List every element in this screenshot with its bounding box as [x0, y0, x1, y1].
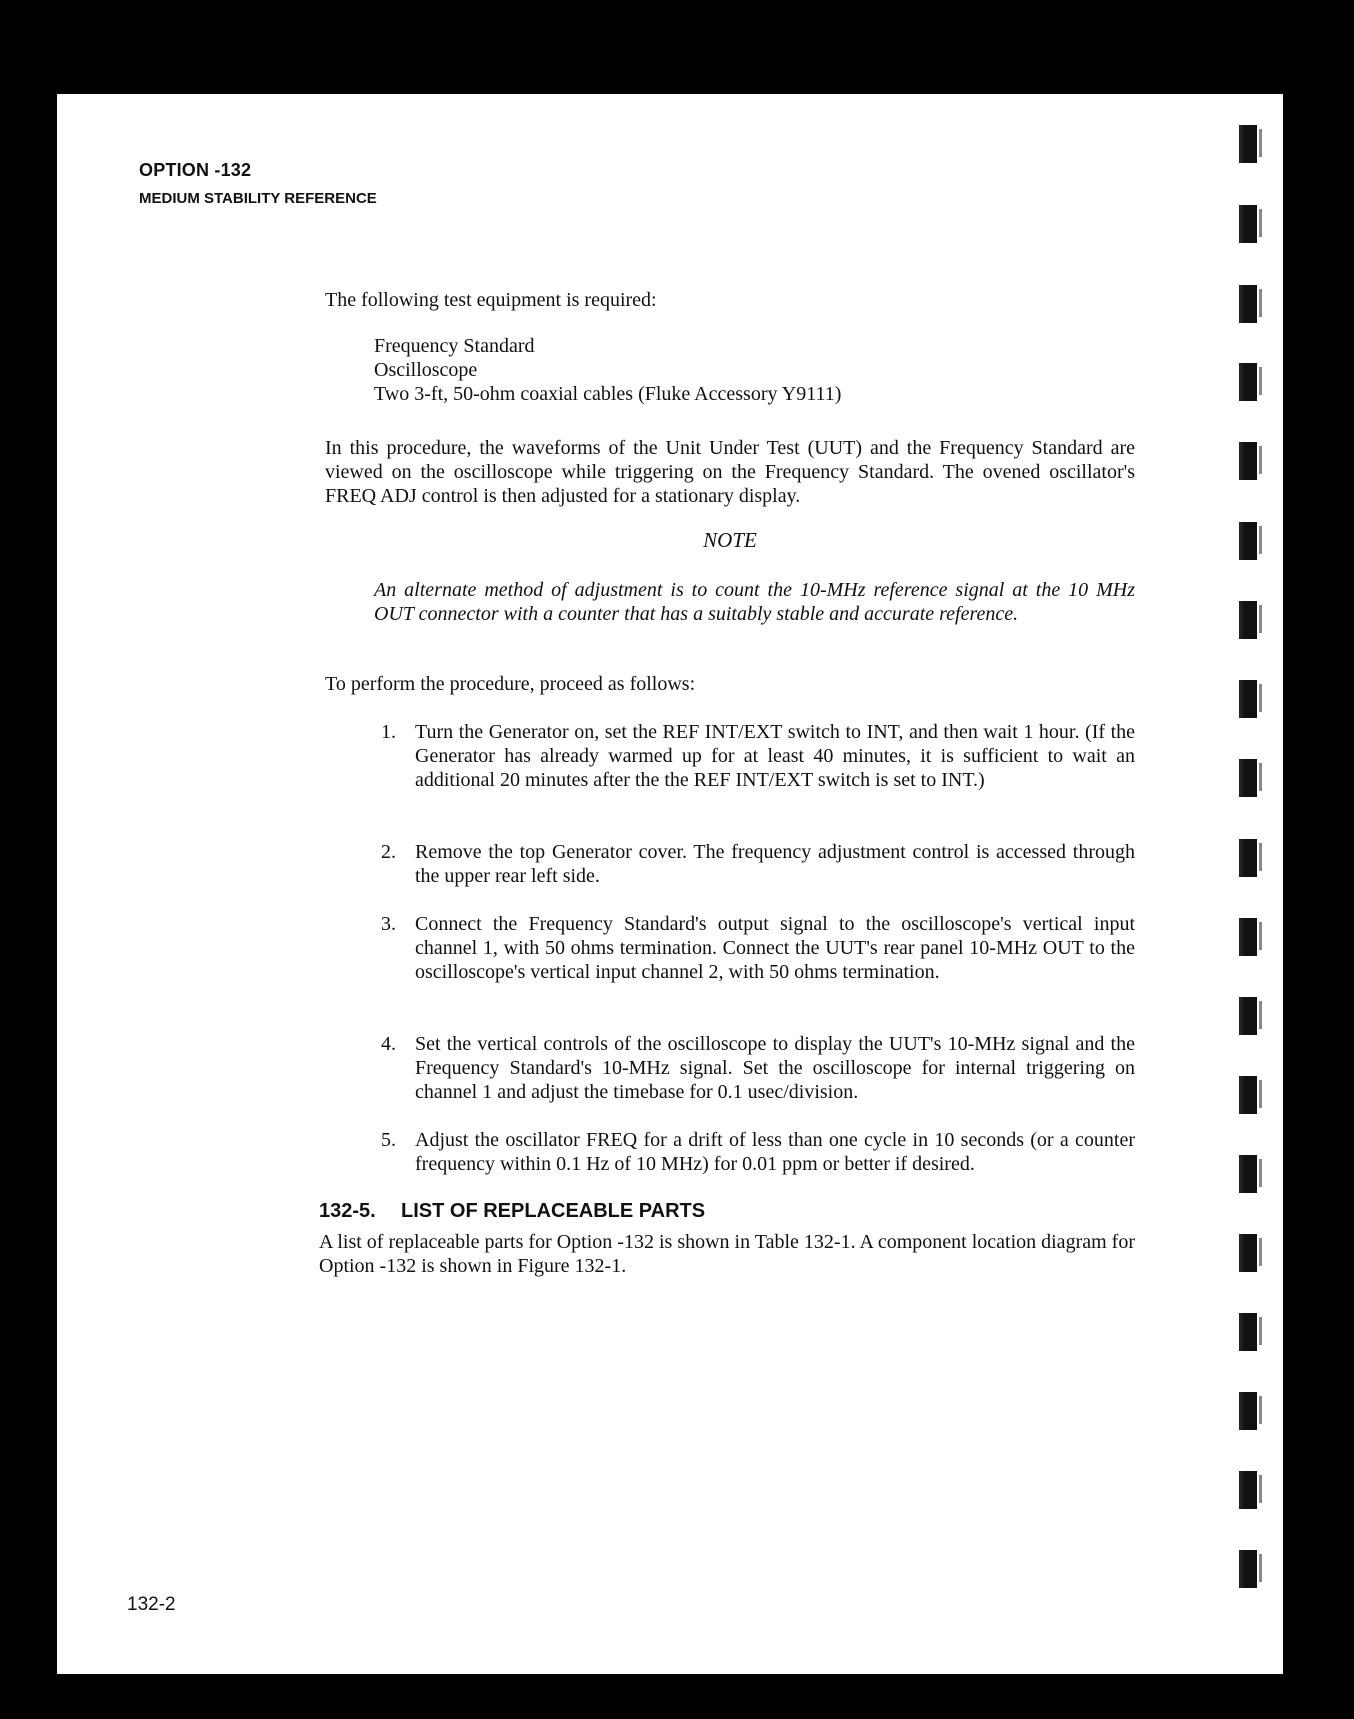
- equipment-item: Frequency Standard: [374, 335, 535, 357]
- step-number: 2.: [381, 841, 396, 863]
- binding-mark: [1239, 1392, 1257, 1430]
- proceed-text: To perform the procedure, proceed as follows:: [325, 673, 696, 695]
- binding-mark: [1239, 522, 1257, 560]
- note-text: An alternate method of adjustment is to count the 10-MHz reference signal at the 10 MHz OUT connector with a counter that has a suitably stable and accurate reference.: [374, 579, 1135, 625]
- binding-mark: [1239, 205, 1257, 243]
- binding-mark: [1239, 918, 1257, 956]
- binding-mark: [1239, 285, 1257, 323]
- binding-mark: [1239, 759, 1257, 797]
- equipment-item: Two 3-ft, 50-ohm coaxial cables (Fluke Accessory Y9111): [374, 383, 842, 405]
- equipment-item: Oscilloscope: [374, 359, 478, 381]
- step-number: 1.: [381, 721, 396, 743]
- binding-mark: [1239, 839, 1257, 877]
- step-text: Turn the Generator on, set the REF INT/EXT switch to INT, and then wait 1 hour. (If the Generator has already warmed up for at least 40 minutes, it is sufficient to wait an additional 20 minutes after the the REF INT/EXT switch is set to INT.): [415, 721, 1135, 791]
- section-text: A list of replaceable parts for Option -132 is shown in Table 132-1. A component location diagram for Option -132 is shown in Figure 132-1.: [319, 1231, 1135, 1277]
- step-text: Connect the Frequency Standard's output signal to the oscilloscope's vertical input channel 1, with 50 ohms termination. Connect the UUT's rear panel 10-MHz OUT to the oscilloscope's vertical input channel 2, with 50 ohms termination.: [415, 913, 1135, 983]
- binding-mark: [1239, 1471, 1257, 1509]
- binding-mark: [1239, 1550, 1257, 1588]
- binding-mark: [1239, 1234, 1257, 1272]
- section-heading: [319, 1200, 705, 1223]
- note-title: NOTE: [703, 528, 757, 552]
- binding-mark: [1239, 363, 1257, 401]
- section-number: 132-5.: [319, 1200, 376, 1222]
- binding-mark: [1239, 601, 1257, 639]
- binding-mark: [1239, 680, 1257, 718]
- binding-mark: [1239, 442, 1257, 480]
- binding-mark: [1239, 997, 1257, 1035]
- step-number: 5.: [381, 1129, 396, 1151]
- procedure-summary: In this procedure, the waveforms of the Unit Under Test (UUT) and the Frequency Standard are viewed on the oscilloscope while triggering on the Frequency Standard. The ovened oscillator's FREQ ADJ control is then adjusted for a stationary display.: [325, 437, 1135, 507]
- binding-mark: [1239, 125, 1257, 163]
- page-number: 132-2: [127, 1594, 176, 1615]
- step-number: 4.: [381, 1033, 396, 1055]
- header-subtitle: MEDIUM STABILITY REFERENCE: [139, 190, 377, 207]
- document-page: [57, 94, 1283, 1674]
- step-number: 3.: [381, 913, 396, 935]
- header-title: OPTION -132: [139, 160, 252, 180]
- binding-mark: [1239, 1313, 1257, 1351]
- binding-mark: [1239, 1155, 1257, 1193]
- step-text: Remove the top Generator cover. The frequency adjustment control is accessed through the upper rear left side.: [415, 841, 1135, 887]
- intro-text: The following test equipment is required:: [325, 289, 657, 311]
- step-text: Set the vertical controls of the oscilloscope to display the UUT's 10-MHz signal and the Frequency Standard's 10-MHz signal. Set the oscilloscope for internal triggering on channel 1 and adjust the timebase for 0.1 usec/division.: [415, 1033, 1135, 1103]
- step-text: Adjust the oscillator FREQ for a drift of less than one cycle in 10 seconds (or a counter frequency within 0.1 Hz of 10 MHz) for 0.01 ppm or better if desired.: [415, 1129, 1135, 1175]
- binding-mark: [1239, 1076, 1257, 1114]
- section-title: LIST OF REPLACEABLE PARTS: [401, 1200, 706, 1222]
